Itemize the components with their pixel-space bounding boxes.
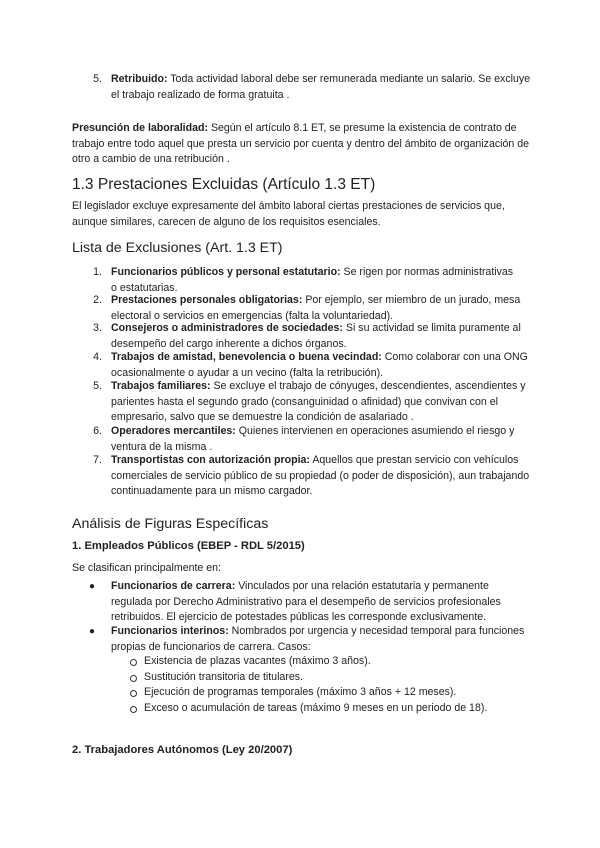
section-1-3-paragraph: El legislador excluye expresamente del ámbito laboral ciertas prestaciones de servicios que, aunque similares, carecen de alguno de los requisitos esenciales. [72, 200, 505, 228]
item-text: Nombrados por urgencia y necesidad temporal para funciones propias de funcionarios de carrera. Casos: [111, 625, 525, 653]
bullet-icon: ● [89, 581, 96, 592]
exclusion-item [111, 321, 526, 352]
exclusions-heading: Lista de Exclusiones (Art. 1.3 ET) [72, 240, 283, 256]
circle-bullet-icon [130, 690, 137, 697]
list-number: 2. [93, 294, 102, 306]
section-heading-1-3: 1.3 Prestaciones Excluidas (Artículo 1.3 ET) [72, 176, 376, 193]
item-label: Retribuido: [111, 73, 168, 85]
list-number: 5. [93, 380, 102, 392]
list-number: 3. [93, 322, 102, 334]
case-item: Sustitución transitoria de titulares. [144, 671, 303, 683]
exclusion-item [111, 350, 531, 381]
case-item: Exceso o acumulación de tareas (máximo 9 meses en un periodo de 18). [144, 702, 488, 714]
bullet-item [111, 624, 531, 655]
item-label: Operadores mercantiles: [111, 425, 236, 437]
item-text: Quienes intervienen en operaciones asumiendo el riesgo y ventura de la misma . [111, 425, 515, 453]
case-item: Ejecución de programas temporales (máximo 3 años + 12 meses). [144, 686, 457, 698]
exclusion-item [111, 424, 531, 455]
exclusion-item [111, 453, 531, 500]
subheading-autonomos: 2. Trabajadores Autónomos (Ley 20/2007) [72, 744, 293, 756]
item-label: Funcionarios interinos: [111, 625, 229, 637]
item-text: Como colaborar con una ONG ocasionalmente o ayudar a un vecino (falta la retribución). [111, 351, 528, 379]
presuncion-label: Presunción de laboralidad: [72, 122, 208, 134]
list-number: 7. [93, 454, 102, 466]
bullet-item [111, 579, 531, 626]
analisis-heading: Análisis de Figuras Específicas [72, 516, 269, 532]
item-text: Vinculados por una relación estatutaria y permanente regulada por Derecho Administrativo para el desempeño de servicios profesionales retribuidos. El ejercicio de potestades públicas les corresponde exclusivamente. [111, 580, 501, 624]
circle-bullet-icon [130, 659, 137, 666]
item-label: Trabajos familiares: [111, 380, 211, 392]
list-item-retribuido [111, 72, 531, 103]
case-item: Existencia de plazas vacantes (máximo 3 años). [144, 655, 371, 667]
circle-bullet-icon [130, 706, 137, 713]
item-text: Se excluye el trabajo de cónyuges, descendientes, ascendientes y parientes hasta el segundo grado (consanguinidad o afinidad) que convivan con el empresario, salvo que se demuestre la condición de asalariado . [111, 380, 526, 424]
intro-text: Se clasifican principalmente en: [72, 562, 221, 574]
item-label: Funcionarios de carrera: [111, 580, 236, 592]
item-text: Aquellos que prestan servicio con vehículos comerciales de servicio público de su propiedad (o poder de disposición), aun trabajando continuadamente para un mismo cargador. [111, 454, 530, 498]
bullet-icon: ● [89, 626, 96, 637]
exclusion-item [111, 265, 521, 296]
circle-bullet-icon [130, 675, 137, 682]
item-text: Por ejemplo, ser miembro de un jurado, mesa electoral o servicios en emergencias (falta la voluntariedad). [111, 294, 521, 322]
item-label: Funcionarios públicos y personal estatutario: [111, 266, 341, 278]
list-number: 1. [93, 266, 102, 278]
exclusion-item [111, 379, 531, 426]
item-label: Consejeros o administradores de sociedades: [111, 322, 343, 334]
list-number: 5. [93, 73, 102, 85]
subheading-empleados-publicos: 1. Empleados Públicos (EBEP - RDL 5/2015) [72, 540, 305, 552]
list-number: 4. [93, 351, 102, 363]
exclusion-item [111, 293, 531, 324]
list-number: 6. [93, 425, 102, 437]
item-text: Toda actividad laboral debe ser remunerada mediante un salario. Se excluye el trabajo realizado de forma gratuita . [111, 73, 531, 101]
presuncion-text: Según el artículo 8.1 ET, se presume la existencia de contrato de trabajo entre todo aquel que presta un servicio por cuenta y dentro del ámbito de organización de otro a cambio de una retribución . [72, 122, 530, 166]
item-label: Transportistas con autorización propia: [111, 454, 310, 466]
item-text: Si su actividad se limita puramente al desempeño del cargo inherente a dichos órganos. [111, 322, 521, 350]
item-label: Prestaciones personales obligatorias: [111, 294, 303, 306]
item-text: Se rigen por normas administrativas o estatutarias. [111, 266, 514, 294]
item-label: Trabajos de amistad, benevolencia o buena vecindad: [111, 351, 382, 363]
presuncion-paragraph [72, 121, 530, 168]
